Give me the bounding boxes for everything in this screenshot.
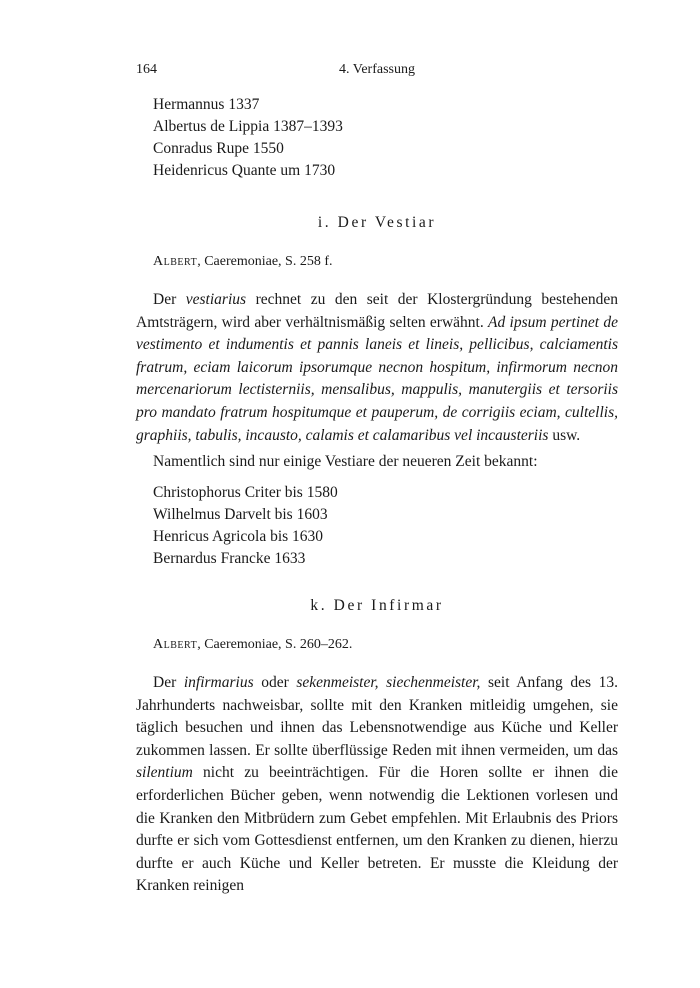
paragraph-text: nicht zu beeinträchtigen. Für die Horen sollte er ihnen die erforderlichen Bücher geben, wenn notwendig die Lektionen vorlesen und die Kranken den Mitbrüdern zum Gebet empfehlen. Mit Erlaubnis des Priors durfte er sich vom Gottesdienst entfernen, um den Kranken zu dienen, hierzu durfte er auch Küche und Keller betreten. Er musste die Kleidung der Kranken reinigen: [136, 764, 618, 895]
paragraph-text: usw.: [548, 426, 581, 444]
list-item: Conradus Rupe 1550: [153, 140, 284, 157]
page-number: 164: [136, 62, 157, 77]
section-heading-vestiar: i. Der Vestiar: [317, 214, 437, 231]
paragraph-text: seit Anfang des 13. Jahrhunderts nachweisbar, sollte mit den Kranken mitleidig umgehen, sie täglich besuchen und ihnen das Lebensnotwendige aus Küche und Keller zukommen lassen. Er sollte überflüssige Reden mit ihnen vermeiden, um das: [136, 674, 618, 759]
top-name-list: [153, 94, 635, 182]
paragraph-text: rechnet zu den seit der Klostergründung bestehenden Amtsträgern, wird aber verhältnismäßig selten erwähnt.: [136, 291, 618, 331]
intro-line: Namentlich sind nur einige Vestiare der neueren Zeit bekannt:: [153, 453, 538, 470]
vestiar-name-list: [153, 482, 635, 570]
source-reference: [153, 637, 635, 653]
list-item: Henricus Agricola bis 1630: [153, 528, 324, 545]
german-term: sekenmeister, siechenmeister,: [296, 674, 481, 691]
latin-term: infirmarius: [183, 674, 254, 691]
source-author: Albert: [153, 254, 198, 269]
list-item: Albertus de Lippia 1387–1393: [153, 118, 343, 135]
paragraph-vestiar: [136, 289, 618, 447]
paragraph-text: oder: [253, 674, 297, 691]
list-item: Hermannus 1337: [153, 96, 260, 113]
paragraph-text: Der: [153, 674, 184, 691]
source-author: Albert: [153, 637, 198, 652]
running-title: 4. Verfassung: [339, 62, 415, 77]
paragraph-text: Der: [153, 291, 186, 308]
paragraph-infirmar: [136, 672, 618, 898]
source-citation: , Caeremoniae, S. 260–262.: [197, 637, 353, 652]
latin-term: vestiarius: [185, 291, 247, 308]
list-item: Bernardus Francke 1633: [153, 550, 306, 567]
source-reference: [153, 254, 635, 270]
list-item: Christophorus Criter bis 1580: [153, 484, 338, 501]
list-item: Wilhelmus Darvelt bis 1603: [153, 506, 328, 523]
source-citation: , Caeremoniae, S. 258 f.: [197, 254, 333, 269]
section-heading-infirmar: k. Der Infirmar: [310, 597, 444, 614]
latin-term: silentium: [136, 764, 193, 782]
list-item: Heidenricus Quante um 1730: [153, 162, 336, 179]
latin-quote: Ad ipsum pertinet de vestimento et indumentis et pannis laneis et lineis, pellicibus, calciamentis fratrum, eciam laicorum ipsorumque necnon hospitum, infirmorum necnon mercenariorum lectisterniis, mensalibus, mappulis, manutergiis et tersoriis pro mandato fratrum hospitumque et pauperum, de corrigiis eciam, cultellis, graphiis, tabulis, incausto, calamis et calamaribus vel incausteriis: [136, 313, 619, 444]
